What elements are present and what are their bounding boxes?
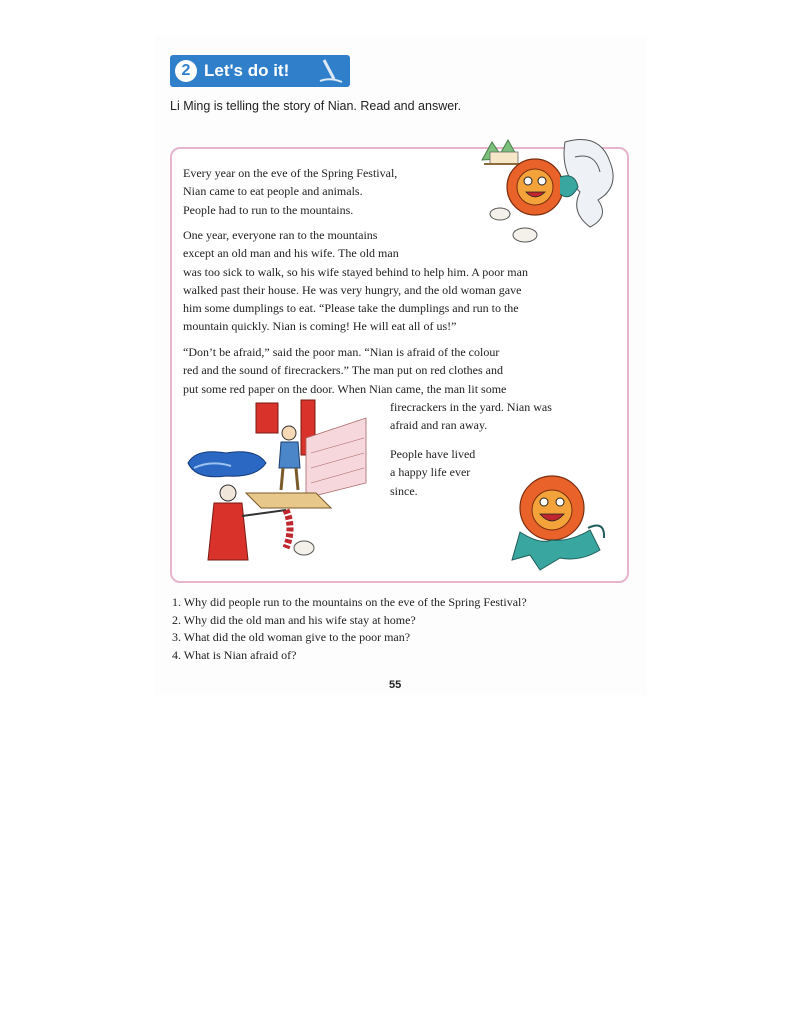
story-line: One year, everyone ran to the mountains	[183, 228, 378, 242]
question-item: 2. Why did the old man and his wife stay at home?	[172, 612, 416, 627]
section-heading	[170, 55, 350, 87]
nian-monster-illustration	[470, 132, 620, 250]
story-paragraph-1	[183, 164, 397, 219]
nian-fleeing-illustration	[500, 470, 610, 572]
page-number: 55	[389, 679, 402, 691]
story-line: “Don’t be afraid,” said the poor man. “Nian is afraid of the colour	[183, 345, 500, 359]
story-line: walked past their house. He was very hungry, and the old woman gave	[183, 282, 522, 297]
question-item: 4. What is Nian afraid of?	[172, 647, 297, 662]
story-line: was too sick to walk, so his wife stayed behind to help him. A poor man	[183, 264, 528, 279]
story-paragraph-3-cont	[390, 398, 552, 435]
firecracker-scene-illustration	[186, 398, 376, 568]
story-line: him some dumplings to eat. “Please take the dumplings and run to the	[183, 301, 519, 316]
story-line: since.	[390, 483, 418, 498]
question-item: 3. What did the old woman give to the poor man?	[172, 630, 411, 644]
story-line: firecrackers in the yard. Nian was	[390, 400, 552, 414]
question-item: 1. Why did people run to the mountains on the eve of the Spring Festival?	[172, 595, 527, 609]
story-paragraph-3	[183, 343, 506, 398]
story-line: People have lived	[390, 447, 476, 461]
section-title: Let's do it!	[204, 61, 290, 80]
section-number: 2	[175, 60, 197, 82]
story-line: Every year on the eve of the Spring Festival,	[183, 166, 398, 180]
story-line: a happy life ever	[390, 465, 471, 480]
story-line: afraid and ran away.	[390, 418, 488, 433]
story-line: except an old man and his wife. The old man	[183, 246, 399, 261]
story-line: put some red paper on the door. When Nian came, the man lit some	[183, 381, 507, 396]
story-paragraph-4	[390, 445, 475, 500]
story-line: red and the sound of firecrackers.” The man put on red clothes and	[183, 363, 503, 378]
questions-list	[172, 594, 527, 664]
story-line: Nian came to eat people and animals.	[183, 184, 363, 199]
pencil-icon	[316, 57, 344, 85]
story-line: mountain quickly. Nian is coming! He will eat all of us!”	[183, 319, 457, 334]
instruction-text: Li Ming is telling the story of Nian. Read and answer.	[170, 99, 462, 113]
story-line: People had to run to the mountains.	[183, 202, 354, 217]
